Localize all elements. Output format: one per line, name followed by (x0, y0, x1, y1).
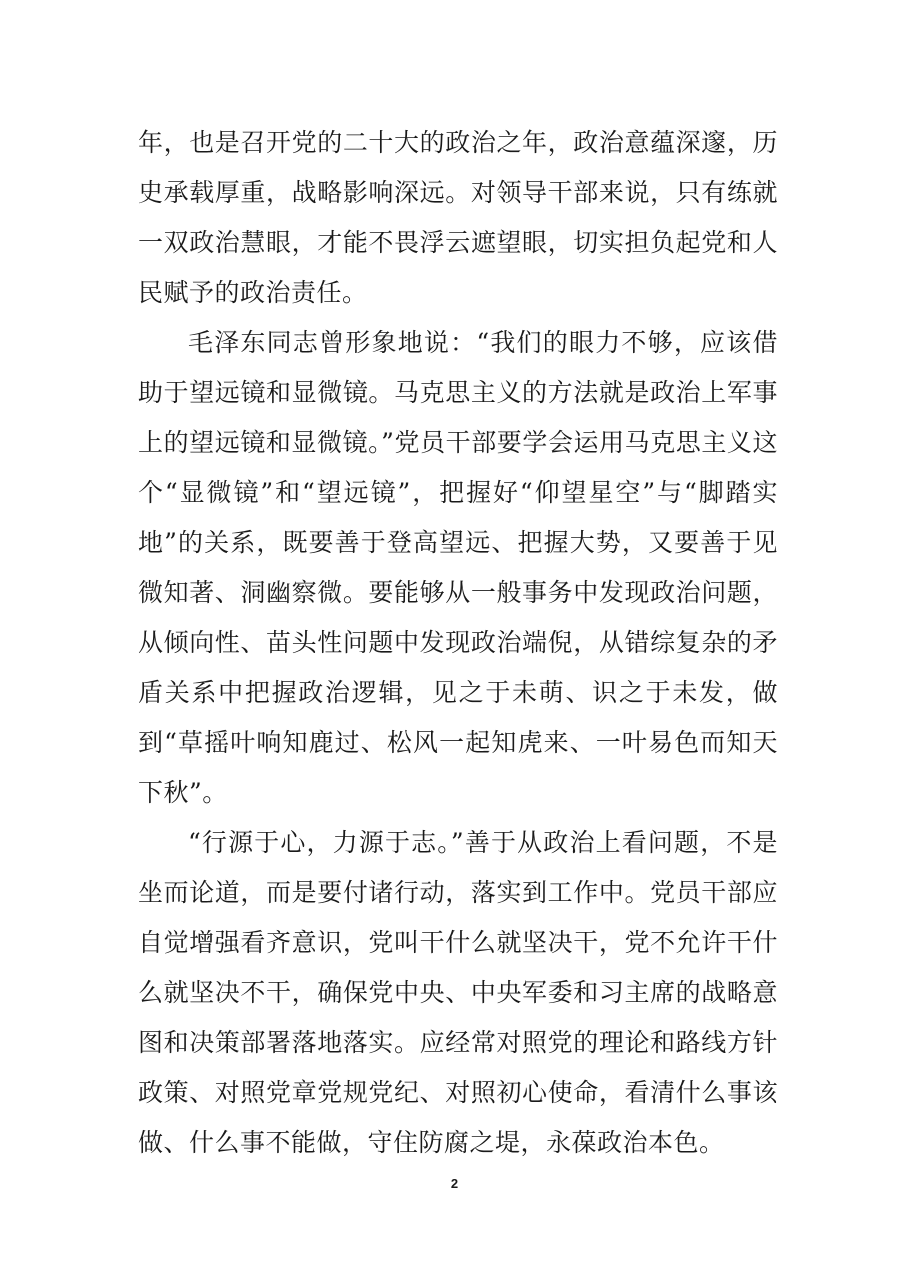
page-number: 2 (450, 1176, 459, 1191)
paragraph-continuation: 年，也是召开党的二十大的政治之年，政治意蕴深邃，历史承载厚重，战略影响深远。对领导干部来说，只有练就一双政治慧眼，才能不畏浮云遮望眼，切实担负起党和人民赋予的政治责任。 (138, 128, 778, 307)
document-body (138, 118, 778, 1168)
paragraph-mao-quote: 毛泽东同志曾形象地说：“我们的眼力不够，应该借助于望远镜和显微镜。马克思主义的方法就是政治上军事上的望远镜和显微镜。”党员干部要学会运用马克思主义这个“显微镜”和“望远镜”，把握好“仰望星空”与“脚踏实地”的关系，既要善于登高望远、把握大势，又要善于见微知著、洞幽察微。要能够从一般事务中发现政治问题，从倾向性、苗头性问题中发现政治端倪，从错综复杂的矛盾关系中把握政治逻辑，见之于未萌、识之于未发，做到“草摇叶响知鹿过、松风一起知虎来、一叶易色而知天下秋”。 (138, 328, 778, 807)
paragraph-action: “行源于心，力源于志。”善于从政治上看问题，不是坐而论道，而是要付诸行动，落实到工作中。党员干部应自觉增强看齐意识，党叫干什么就坚决干，党不允许干什么就坚决不干，确保党中央、中央军委和习主席的战略意图和决策部署落地落实。应经常对照党的理论和路线方针政策、对照党章党规党纪、对照初心使命，看清什么事该做、什么事不能做，守住防腐之堤，永葆政治本色。 (138, 828, 778, 1157)
